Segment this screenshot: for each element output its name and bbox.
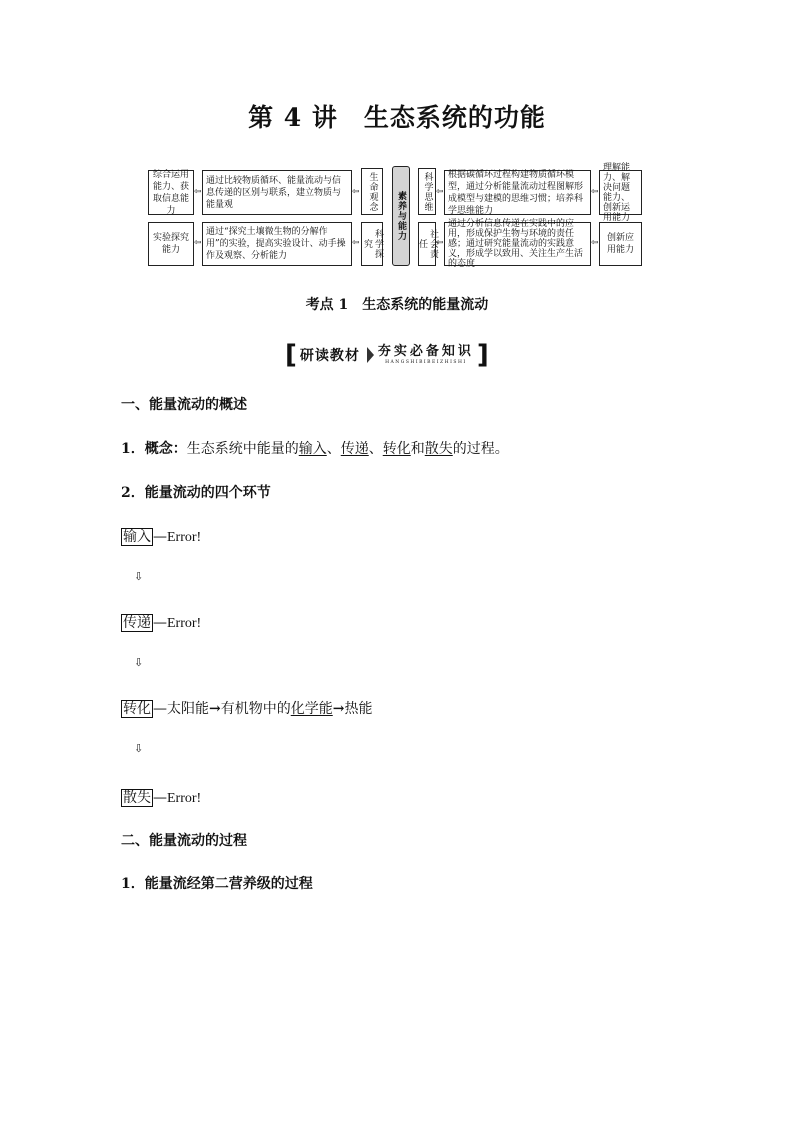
center-label: 素养与能力 [392,166,410,266]
section-title: 考点 1 生态系统的能量流动 [305,297,489,313]
content-box-4: 通过分析信息传递在实践中的应用，形成保护生物与环境的责任感；通过研究能量流动的实践意义，形成学以致用、关注生产生活的态度 [444,222,591,266]
heading-4: 1．能量流经第二营养级的过程 [121,876,313,892]
concept-transform: 转化 [382,441,411,457]
literacy-box-inquiry: 科学探究 [361,222,383,266]
heading-2: 2．能量流动的四个环节 [121,485,271,501]
banner-sub [378,344,477,366]
literacy-box-thinking: 科学思维 [418,168,436,215]
content-box-2: 通过“探究土壤微生物的分解作用”的实验，提高实验设计、动手操作及观察、分析能力 [202,222,352,266]
literacy-diagram [148,162,642,270]
banner-triangle-icon [367,347,374,363]
step3-heat: 热能 [344,701,373,717]
step-dissipate [121,787,201,807]
step3-chemical: 化学能 [290,701,333,717]
bracket-right: ] [476,340,489,370]
arrow-left-4: ⇦ [352,238,360,248]
down-arrow-icon: ⇩ [134,656,144,669]
banner-main: 研读教材 [299,348,360,364]
right-arrow-icon: → [332,701,345,717]
heading-3: 二、能量流动的过程 [121,833,247,849]
arrow-left-7: ⇦ [436,238,444,248]
arrow-left-6: ⇦ [591,187,599,197]
down-arrow-icon: ⇩ [134,742,144,755]
step-dissipate-label: 散失 [123,790,151,806]
dash: — [153,615,167,631]
content-box-1: 通过比较物质循环、能量流动与信息传递的区别与联系，建立物质与能量观 [202,170,352,215]
dash: — [153,529,167,545]
arrow-left-1: ⇦ [194,187,202,197]
concept-sep-1: 、 [326,441,341,457]
ability-box-3: 理解能力、解决问题能力、创新运用能力 [599,170,642,215]
step-transfer [121,612,201,632]
literacy-box-responsibility: 社会责任 [418,222,436,266]
concept-sep-2: 、 [368,441,383,457]
error-text: Error! [167,616,202,631]
arrow-left-8: ⇦ [591,238,599,248]
step3-organic: 有机物中的 [220,701,291,717]
page-title: 第 4 讲 生态系统的功能 [248,103,546,132]
dash: — [153,701,167,717]
step-input [121,526,201,546]
step-input-label: 输入 [123,529,151,545]
step-transform [121,698,372,718]
bracket-left: [ [285,340,297,370]
concept-and: 和 [410,441,425,457]
concept-text-pre: 生态系统中能量的 [186,441,299,457]
concept-dissipate: 散失 [424,441,453,457]
concept-transfer: 传递 [340,441,369,457]
dash: — [153,790,167,806]
right-arrow-icon: → [209,701,221,717]
concept-text-post: 的过程。 [452,441,509,457]
error-text: Error! [167,791,202,806]
content-box-3: 根据碳循环过程构建物质循环模型，通过分析能量流动过程图解形成模型与建模的思维习惯；培养科学思维能力 [444,170,591,215]
arrow-left-3: ⇦ [194,238,202,248]
ability-box-2: 实验探究能力 [148,222,194,266]
arrow-left-5: ⇦ [436,187,444,197]
down-arrow-icon: ⇩ [134,570,144,583]
concept-label: 1．概念： [121,441,187,457]
ability-box-1: 综合运用能力、获取信息能力 [148,170,194,215]
step3-solar: 太阳能 [167,701,209,717]
heading-1: 一、能量流动的概述 [121,397,247,413]
step-transfer-label: 传递 [123,615,151,631]
banner-sub-en: HANGSHIBIBEIZHISHI [385,360,467,365]
study-banner [285,340,489,370]
literacy-box-life: 生命观念 [361,168,383,215]
error-text: Error! [167,530,202,545]
concept-line [121,438,509,458]
banner-sub-cn: 夯实必备知识 [377,344,474,359]
concept-input: 输入 [298,441,327,457]
step-transform-label: 转化 [123,701,151,717]
arrow-left-2: ⇦ [352,187,360,197]
ability-box-4: 创新应用能力 [599,222,642,266]
